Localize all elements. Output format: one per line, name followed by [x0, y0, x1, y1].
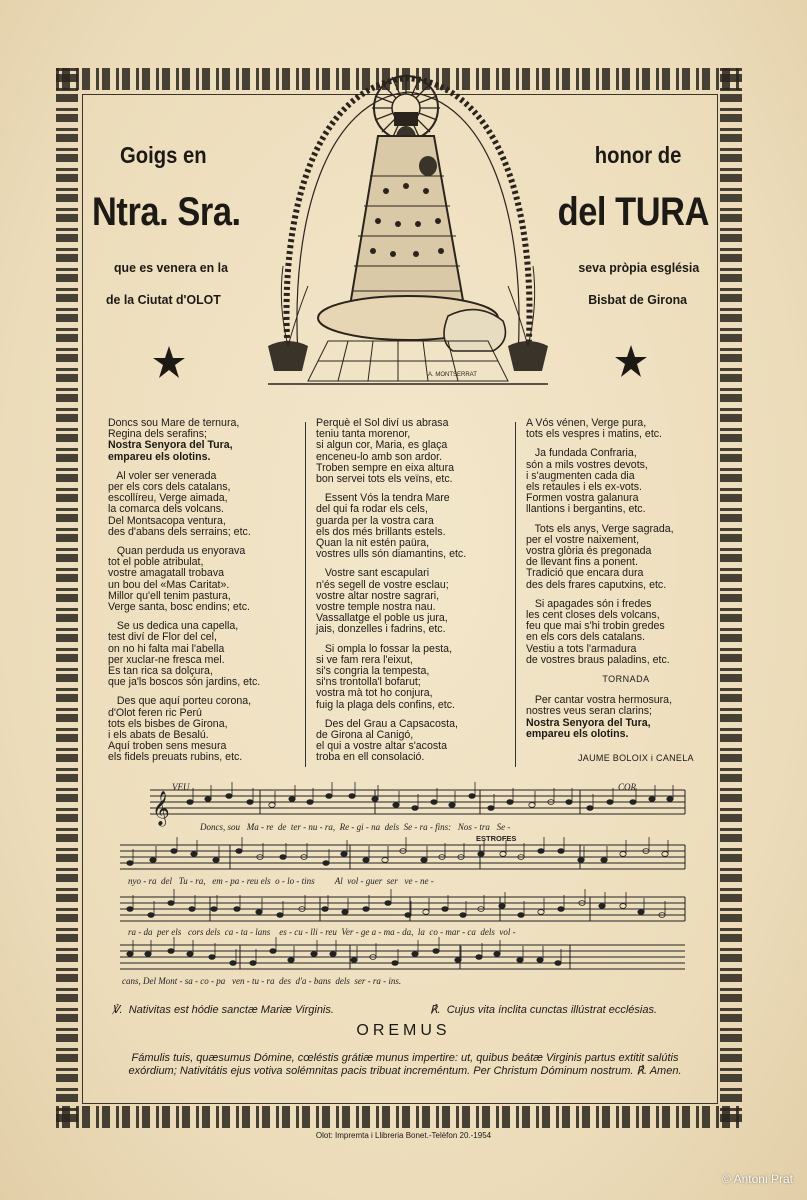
verse-refrain: Nostra Senyora del Tura, empareu els olotins.: [108, 439, 233, 463]
music-note: [168, 901, 174, 906]
verse-stanza: Des del Grau a Capsacosta, de Girona al Canigó, el qui a vostre altar s'acosta troba en ell consolació.: [316, 717, 458, 764]
music-note: [307, 800, 313, 805]
music-note: [392, 961, 398, 966]
music-note: [507, 800, 513, 805]
verse-stanza: Essent Vós la tendra Mare del qui fa rodar els cels, guarda per la vostra cara els dos més brillants estels. Quan la nit estén paüra, vostres ulls són diamantins, etc.: [316, 492, 467, 561]
music-note: [363, 907, 369, 912]
title-honor-de: honor de: [594, 142, 681, 168]
label-veu: VEU: [172, 782, 190, 792]
staff-4: [120, 945, 685, 969]
verse-stanza: Perquè el Sol diví us abrasa teniu tanta morenor, si algun cor, Maria, es glaça enceneu-lo amb son ardor. Troben sempre en eixa altura bon servei tots els veïns, etc.: [316, 417, 454, 486]
music-note: [431, 800, 437, 805]
tornada-heading: TORNADA: [602, 674, 650, 685]
oremus-heading: OREMUS: [356, 1022, 451, 1039]
versicle-text: Nativitas est hódie sanctæ Mariæ Virginis.: [128, 1004, 334, 1016]
music-note: [620, 852, 626, 857]
verse-stanza: Vostre sant escapulari n'és segell de vostre esclau; vostre altar nostre sagrari, vostre temple nostra nau. Vassallatge el poble us jura, jais, donzelles i fadrins, etc.: [316, 567, 449, 636]
music-note: [148, 913, 154, 918]
music-note: [566, 800, 572, 805]
music-note: [226, 794, 232, 799]
verse-refrain: Nostra Senyora del Tura, empareu els olotins.: [526, 716, 651, 740]
music-note: [393, 803, 399, 808]
music-note: [558, 907, 564, 912]
music-note: [280, 855, 286, 860]
virgin-engraving-image: [258, 56, 558, 388]
music-note: [518, 913, 524, 918]
music-note: [256, 910, 262, 915]
music-note: [587, 806, 593, 811]
staff-3: [120, 897, 685, 921]
music-note: [191, 852, 197, 857]
music-note: [323, 861, 329, 866]
verse-text: Per cantar vostra hermosura, nostres veus seran clarins;: [526, 694, 673, 718]
printer-imprint: Olot: Impremta i Llibreria Bonet.-Telèfon 20.-1954: [315, 1131, 492, 1140]
verse-stanza: Des que aquí porteu corona, d'Olot feren ric Perú tots els bisbes de Girona, i els abats de Besalú. Aquí troben sens mesura els fidels preuats rubins, etc.: [108, 695, 252, 764]
music-note: [478, 852, 484, 857]
verse-stanza: Tots els anys, Verge sagrada, per el vostre naixement, vostra glòria és pregonada de llevant fins a ponent. Tradició que encara dura des dels frares caputxins, etc.: [526, 522, 674, 591]
title-goigs-en: Goigs en: [120, 142, 207, 168]
music-note: [630, 800, 636, 805]
column-divider: [305, 422, 306, 767]
music-note: [599, 904, 605, 909]
music-note: [662, 852, 668, 857]
prayer-text: Fámulis tuis, quæsumus Dómine, cœléstis grátiæ munus impertire: ut, quibus beátæ Virginis partus extitit salútis exórdium; Nativitátis ejus votiva solémnitas pacis tribuat increméntum. Per Christum Dóminum nostrum. ℟. Amen.: [128, 1052, 682, 1077]
music-note: [127, 861, 133, 866]
response-mark: ℟.: [430, 1004, 441, 1016]
response-text: Cujus vita ínclita cunctas illústrat ecclésias.: [446, 1004, 658, 1016]
verses-column-2: [316, 418, 516, 772]
music-note: [277, 913, 283, 918]
verse-stanza: A Vós vénen, Verge pura, tots els vespres i matins, etc.: [526, 417, 663, 441]
music-note: [288, 958, 294, 963]
versicle-mark: ℣.: [112, 1004, 123, 1016]
music-note: [145, 952, 151, 957]
subtitle-venera: que es venera en la: [114, 260, 228, 275]
verse-stanza: Al voler ser venerada per els cors dels catalans, escollíreu, Verge aimada, la comarca dels volcans. Del Montsacopa ventura, des d'abans dels serrains; etc.: [108, 469, 251, 538]
music-note: [351, 958, 357, 963]
music-notes: [127, 782, 673, 965]
music-note: [230, 961, 236, 966]
music-note: [326, 794, 332, 799]
music-note: [601, 858, 607, 863]
music-note: [607, 800, 613, 805]
music-note: [150, 858, 156, 863]
lyrics-line-3: ra - da per els cors dels ca - ta - lans es - cu - lli - reu Ver - ge a - ma - da, la co - mar - ca dels vol -: [128, 927, 516, 937]
music-note: [211, 907, 217, 912]
music-note: [385, 901, 391, 906]
music-note: [517, 958, 523, 963]
verses-column-3: [526, 418, 726, 748]
music-note: [638, 910, 644, 915]
verse-stanza: Quan perduda us enyorava tot el poble atribulat, vostre amagatall trobava un bou del «Mas Caritat». Millor qu'ell tenim pastura, Verge santa, bosc endins; etc.: [108, 545, 250, 614]
music-note: [412, 952, 418, 957]
music-note: [171, 849, 177, 854]
title-ntra-sra: Ntra. Sra.: [92, 190, 241, 234]
music-note: [433, 949, 439, 954]
music-note: [322, 907, 328, 912]
music-note: [168, 949, 174, 954]
music-note: [412, 806, 418, 811]
verse-stanza: Ja fundada Confraria, són a mils vostres devots, i s'augmenten cada dia els retaules i els ex-vots. Formen vostra galanura llantions i bergantins, etc.: [526, 447, 648, 516]
music-note: [537, 958, 543, 963]
subtitle-propia-esglesia: seva pròpia església: [578, 260, 699, 275]
music-note: [209, 955, 215, 960]
music-note: [449, 803, 455, 808]
music-note: [538, 849, 544, 854]
music-note: [127, 952, 133, 957]
subtitle-bisbat-girona: Bisbat de Girona: [588, 292, 687, 307]
music-note: [442, 907, 448, 912]
music-note: [363, 858, 369, 863]
music-note: [247, 800, 253, 805]
subtitle-ciutat-olot: de la Ciutat d'OLOT: [106, 292, 221, 307]
music-note: [529, 803, 535, 808]
music-note: [578, 858, 584, 863]
response: [430, 1003, 657, 1016]
music-note: [538, 910, 544, 915]
verses-column-1: [108, 418, 288, 772]
music-note: [189, 907, 195, 912]
music-note: [342, 910, 348, 915]
music-note: [234, 907, 240, 912]
lyrics-line-4: cans, Del Mont - sa - co - pa ven - tu - ra des d'a - bans dels ser - ra - ins.: [122, 976, 402, 986]
star-icon: [152, 345, 186, 379]
label-estrofes: ESTROFES: [476, 834, 517, 843]
lyrics-line-1: Doncs, sou Ma - re de ter - nu - ra, Re - gi - na dels Se - ra - fins: Nos - tra Se -: [200, 822, 511, 832]
column-divider: [515, 422, 516, 767]
music-note: [330, 952, 336, 957]
music-note: [421, 858, 427, 863]
music-note: [382, 858, 388, 863]
music-note: [494, 952, 500, 957]
photo-credit: © Antoni Prat: [722, 1172, 793, 1186]
tornada-stanza: [526, 695, 726, 740]
treble-clef-icon: 𝄞: [152, 791, 170, 826]
music-note: [488, 806, 494, 811]
versicle: [112, 1003, 334, 1016]
music-note: [620, 904, 626, 909]
title-del-tura: del TURA: [557, 190, 709, 234]
music-note: [423, 910, 429, 915]
label-cor: COR: [618, 782, 636, 792]
lyrics-line-2: nyo - ra del Tu - ra, em - pa - reu els o - lo - tins Al vol - guer ser ve - ne -: [128, 876, 434, 886]
verse-stanza: Si apagades són i fredes les cent closes dels volcans, feu que mai s'hi trobin gredes en els cors dels catalans. Vestiu a tots l'armadura de vostres braus paladins, etc.: [526, 597, 670, 666]
music-note: [289, 797, 295, 802]
music-note: [311, 952, 317, 957]
music-note: [469, 794, 475, 799]
music-note: [270, 949, 276, 954]
music-note: [476, 955, 482, 960]
music-note: [667, 797, 673, 802]
music-note: [341, 852, 347, 857]
music-score: [110, 780, 695, 1000]
music-note: [269, 803, 275, 808]
author-signature: JAUME BOLOIX i CANELA: [578, 753, 694, 763]
music-note: [500, 852, 506, 857]
music-note: [213, 858, 219, 863]
verse-stanza: Se us dedica una capella, test diví de Flor del cel, on no hi falta mai l'abella per xuclar-ne fresca mel. Es tan rica sa dolçura, que ja'ls boscos són jardins, etc.: [108, 620, 261, 689]
music-note: [649, 797, 655, 802]
music-note: [205, 797, 211, 802]
verse-text: Doncs sou Mare de ternura, Regina dels serafins;: [108, 417, 240, 441]
music-note: [349, 794, 355, 799]
ornamental-border-left: [56, 68, 78, 1128]
engraver-label: A. MONTSERRAT: [428, 372, 477, 378]
music-note: [460, 913, 466, 918]
verse-stanza: Si ompla lo fossar la pesta, si ve fam rera l'eixut, si's congria la tempesta, si'ns trontolla'l bofarut; vostra mà tot ho conjura, fuig la plaga dels confins, etc.: [316, 642, 455, 711]
verse-stanza: [108, 418, 288, 463]
music-note: [236, 849, 242, 854]
music-note: [558, 849, 564, 854]
star-icon: [614, 344, 648, 378]
ornamental-border-bottom: [56, 1106, 742, 1128]
music-note: [555, 961, 561, 966]
music-note: [250, 961, 256, 966]
music-note: [187, 952, 193, 957]
music-note: [187, 800, 193, 805]
music-note: [127, 907, 133, 912]
